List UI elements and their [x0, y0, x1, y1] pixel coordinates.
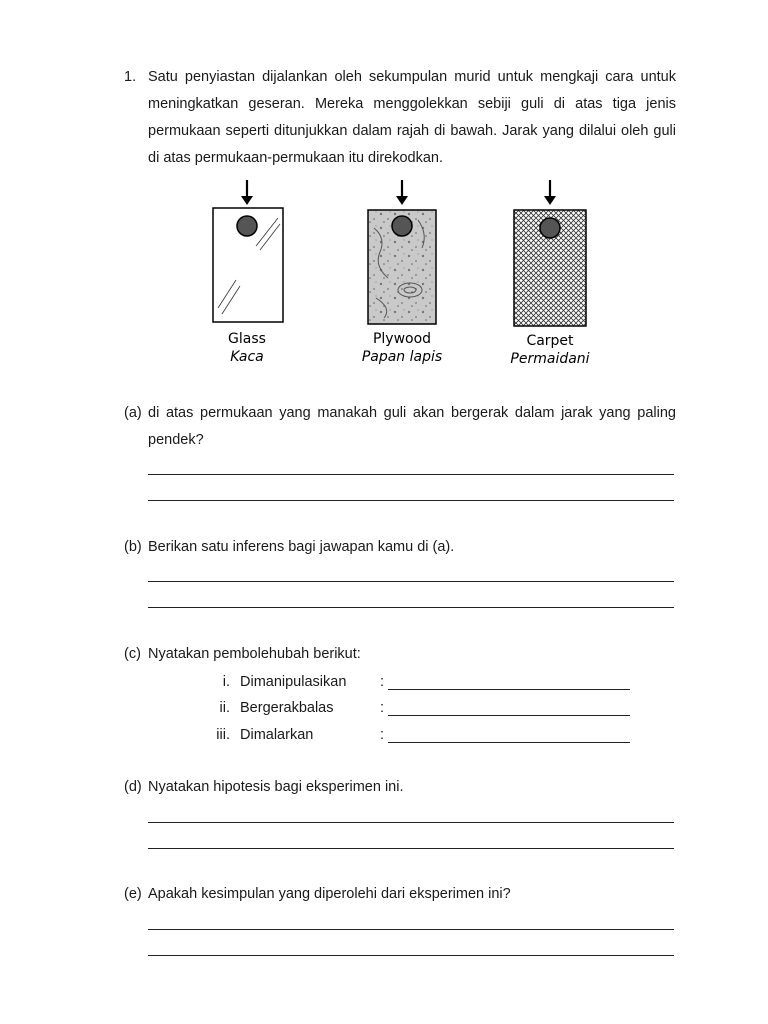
marble — [237, 216, 257, 236]
part-d-label: (d) — [124, 779, 142, 795]
marble — [540, 218, 560, 238]
variable-colon: : — [380, 700, 385, 716]
part-a-text: di atas permukaan yang manakah guli akan bergerak dalam jarak yang paling pendek? — [148, 405, 676, 448]
answer-line-a2[interactable] — [148, 500, 674, 501]
part-e-label: (e) — [124, 886, 142, 902]
glass-panel — [213, 180, 283, 322]
variable-number: iii. — [216, 727, 230, 743]
surfaces-figure — [196, 168, 602, 370]
papan-lapis-label: Papan lapis — [361, 349, 443, 365]
part-d-text: Nyatakan hipotesis bagi eksperimen ini. — [148, 779, 404, 795]
variable-answer-line[interactable] — [388, 689, 630, 690]
answer-line-b2[interactable] — [148, 607, 674, 608]
plywood-panel — [368, 180, 436, 324]
variable-row-manipulated — [0, 671, 768, 693]
variable-name: Dimanipulasikan — [240, 674, 347, 690]
part-b-label: (b) — [124, 539, 142, 555]
variable-row-constant — [0, 724, 768, 746]
answer-line-d1[interactable] — [148, 822, 674, 823]
plywood-label: Plywood — [372, 331, 432, 347]
carpet-label: Carpet — [526, 333, 574, 349]
part-b-text: Berikan satu inferens bagi jawapan kamu di (a). — [148, 539, 455, 555]
kaca-label: Kaca — [230, 349, 264, 365]
question-number: 1. — [124, 69, 137, 85]
answer-line-e1[interactable] — [148, 929, 674, 930]
variable-number: i. — [222, 674, 230, 690]
part-c-text: Nyatakan pembolehubah berikut: — [148, 646, 361, 662]
answer-line-b1[interactable] — [148, 581, 674, 582]
question-intro: Satu penyiastan dijalankan oleh sekumpulan murid untuk mengkaji cara untuk meningkatkan geseran. Mereka menggolekkan sebiji guli di atas tiga jenis permukaan seperti ditunjukkan dalam rajah di bawah. Jarak yang dilalui oleh guli di atas permukaan-permukaan itu direkodkan. — [148, 69, 676, 166]
variable-answer-line[interactable] — [388, 715, 630, 716]
answer-line-a1[interactable] — [148, 474, 674, 475]
variable-name: Dimalarkan — [240, 727, 314, 743]
permaidani-label: Permaidani — [510, 351, 590, 367]
part-e-text: Apakah kesimpulan yang diperolehi dari eksperimen ini? — [148, 886, 511, 902]
glass-label: Glass — [228, 331, 266, 347]
answer-line-e2[interactable] — [148, 955, 674, 956]
variable-colon: : — [380, 727, 385, 743]
variable-answer-line[interactable] — [388, 742, 630, 743]
part-a-label: (a) — [124, 405, 142, 421]
part-c-label: (c) — [124, 646, 141, 662]
answer-line-d2[interactable] — [148, 848, 674, 849]
variable-number: ii. — [219, 700, 230, 716]
variable-colon: : — [380, 674, 385, 690]
marble — [392, 216, 412, 236]
variable-name: Bergerakbalas — [240, 700, 334, 716]
carpet-panel — [514, 180, 586, 326]
variable-row-responding — [0, 697, 768, 719]
